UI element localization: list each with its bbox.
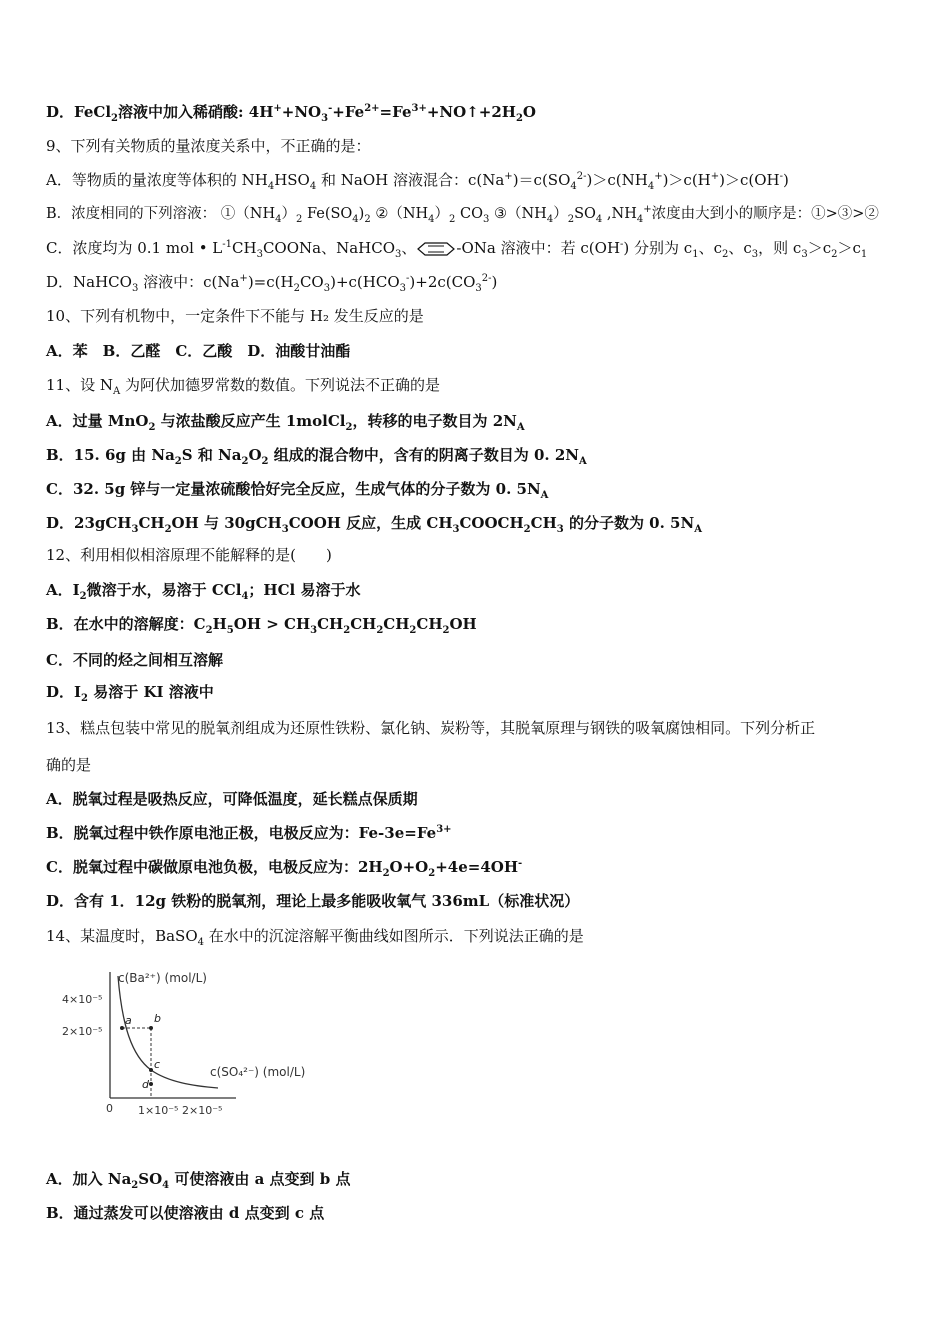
- label-a: a: [125, 1014, 132, 1027]
- point-d: [149, 1082, 153, 1086]
- point-c: [149, 1068, 153, 1072]
- label-b: b: [154, 1012, 161, 1025]
- y-axis-label: c(Ba²⁺) (mol/L): [118, 971, 207, 985]
- label-c: c: [154, 1058, 161, 1071]
- q9-option-a: A．等物质的量浓度等体积的 $NH_4HSO_4$ 和 NaOH 溶液混合：$c(Na^+)=c(SO_4^{2-})>c(NH_4^+)>c(H^+)>c(OH^-)$: [46, 171, 789, 192]
- benzene-ring-icon: [416, 242, 456, 256]
- y-tick-4e-5: 4×10⁻⁵: [62, 993, 103, 1006]
- q12-option-d: D．$I_2$ 易溶于 KI 溶液中: [46, 683, 214, 704]
- q9-stem: 9、下列有关物质的量浓度关系中，不正确的是：: [46, 137, 371, 155]
- q12-option-c: C．不同的烃之间相互溶解: [46, 651, 223, 669]
- label-d: d: [142, 1078, 149, 1091]
- point-a: [120, 1026, 124, 1030]
- q11-option-a: A．过量 MnO$_2$ 与浓盐酸反应产生 1molCl$_2$，转移的电子数目为 $2N_A$: [46, 412, 525, 433]
- q11-option-b: B．15. 6g 由 $Na_2S$ 和 $Na_2O_2$ 组成的混合物中，含有的阴离子数目为 0. $2N_A$: [46, 446, 587, 467]
- q11-option-c: C．32. 5g 锌与一定量浓硫酸恰好完全反应，生成气体的分子数为 0. $5N_A$: [46, 480, 549, 501]
- q9-option-d: D．NaHCO$_3$ 溶液中：$c(Na^+)=c(H_2CO_3)+c(HCO_3^-)+2c(CO_3^{2-})$: [46, 273, 498, 294]
- q13-option-b: B．脱氧过程中铁作原电池正极，电极反应为：$Fe-3e=Fe^{3+}$: [46, 824, 452, 842]
- q13-option-d: D．含有 1．12g 铁粉的脱氧剂，理论上最多能吸收氧气 336mL（标准状况）: [46, 892, 580, 910]
- q10-options: A．苯 B．乙醛 C．乙酸 D．油酸甘油酯: [46, 342, 351, 360]
- x-tick-1e-5: 1×10⁻⁵: [138, 1104, 179, 1117]
- q13-stem-line2: 确的是: [46, 756, 92, 774]
- q8-option-d: D．FeCl$_2$溶液中加入稀硝酸: $4H^++NO_3^-+Fe^{2+}=Fe^{3+}+NO↑+2H_2O$: [46, 103, 536, 124]
- q11-stem: 11、设 $N_A$ 为阿伏加德罗常数的数值。下列说法不正确的是: [46, 376, 440, 397]
- solubility-curve-graph: [58, 966, 328, 1124]
- x-axis-label: c(SO₄²⁻) (mol/L): [210, 1065, 306, 1079]
- q12-option-a: A．$I_2$微溶于水，易溶于 CCl$_4$；HCl 易溶于水: [46, 581, 361, 602]
- q11-option-d: D．$23gCH_3CH_2OH$ 与 30gCH$_3$COOH 反应，生成 $CH_3COOCH_2CH_3$ 的分子数为 0. $5N_A$: [46, 514, 702, 535]
- y-tick-2e-5: 2×10⁻⁵: [62, 1025, 103, 1038]
- q14-option-a: A．加入 $Na_2SO_4$ 可使溶液由 a 点变到 b 点: [46, 1170, 351, 1191]
- q13-option-c: C．脱氧过程中碳做原电池负极，电极反应为：$2H_2O+O_2+4e=4OH^-$: [46, 858, 523, 879]
- q12-option-b: B．在水中的溶解度：$C_2H_5OH > CH_3CH_2CH_2CH_2CH_2OH$: [46, 615, 477, 636]
- q10-stem: 10、下列有机物中，一定条件下不能与 H₂ 发生反应的是: [46, 307, 424, 325]
- x-tick-0: 0: [106, 1102, 113, 1115]
- x-tick-2e-5: 2×10⁻⁵: [182, 1104, 223, 1117]
- equilibrium-curve: [118, 976, 218, 1088]
- q14-option-b: B．通过蒸发可以使溶液由 d 点变到 c 点: [46, 1204, 325, 1222]
- q13-option-a: A．脱氧过程是吸热反应，可降低温度，延长糕点保质期: [46, 790, 418, 808]
- q9-option-b: B．浓度相同的下列溶液： $①(NH_4)_2$ $Fe(SO_4)_2$ $②(NH_4)_2$ $CO_3$ $③(NH_4)_2SO_4$ $,NH_4^+$浓度由大到小的顺序是：①>③>②: [46, 204, 879, 225]
- q9-option-c: C．浓度均为 0.1 mol • $L^{-1}CH_3COONa$、NaHCO$_3$、 -ONa 溶液中：若 c(OH-) 分别为 $c_1$、$c_2$、$c_3$，则 $c_3>c_2>c_1$: [46, 239, 868, 260]
- point-b: [149, 1026, 153, 1030]
- q14-stem: 14、某温度时，BaSO$_4$ 在水中的沉淀溶解平衡曲线如图所示．下列说法正确的是: [46, 927, 584, 948]
- q12-stem: 12、利用相似相溶原理不能解释的是( ): [46, 546, 332, 564]
- q13-stem-line1: 13、糕点包装中常见的脱氧剂组成为还原性铁粉、氯化钠、炭粉等，其脱氧原理与钢铁的吸氧腐蚀相同。下列分析正: [46, 719, 816, 737]
